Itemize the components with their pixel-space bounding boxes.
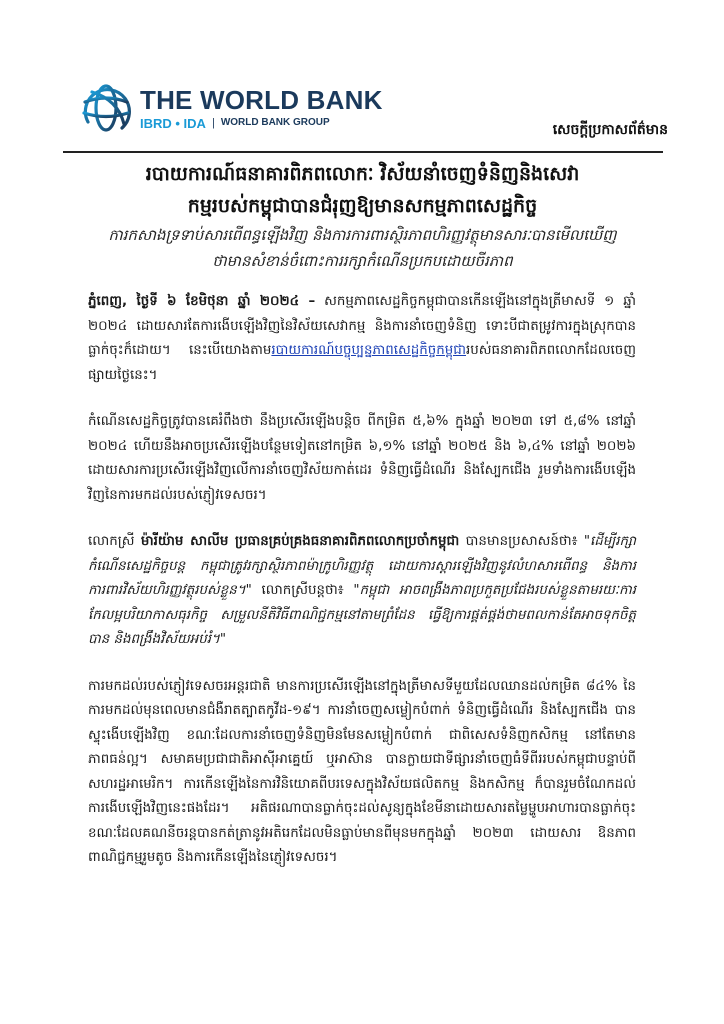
speaker-said: បានមានប្រសាសន៍ថា៖ xyxy=(459,534,584,549)
quote-1: "ដើម្បីរក្សាកំណើនសេដ្ឋកិច្ចបន្ត កម្ពុជាត្រូវរក្សាស្ថិរភាពម៉ាក្រូហិរញ្ញវត្ថុ ដោយការស្តារឡើងវិញនូវលំហសារពើពន្ធ និងការការពារវិស័យហិរញ្ញវត្ថុរបស់ខ្លួន។" xyxy=(88,534,637,598)
article-body xyxy=(88,290,636,893)
paragraph-1 xyxy=(88,290,636,388)
paragraph-2: កំណើនសេដ្ឋកិច្ចត្រូវបានគេរំពឹងថា នឹងប្រសើរឡើងបន្តិច ពីកម្រិត ៥,៦% ក្នុងឆ្នាំ ២០២៣ ទៅ ៥,៨% នៅឆ្នាំ ២០២៤ ហើយនឹងអាចប្រសើរឡើងបន្ថែមទៀតនៅកម្រិត ៦,១% នៅឆ្នាំ ២០២៥ និង ៦,៤% នៅឆ្នាំ ២០២៦ ដោយសារការប្រសើរឡើងវិញលើការនាំចេញវិស័យកាត់ដេរ ទំនិញធ្វើដំណើរ និងស្បែកជើង រួមទាំងការងើបឡើងវិញនៃការមកដល់របស់ភ្ញៀវទេសចរ។ xyxy=(88,414,636,503)
title-line-1: របាយការណ៍ធនាគារពិភពលោកៈ វិស័យនាំចេញទំនិញនិងសេវា xyxy=(145,163,580,185)
page-subtitle xyxy=(80,222,645,274)
world-bank-logo xyxy=(78,80,383,136)
subtitle-line-1: ការកសាងទ្រទាប់សារពើពន្ធឡើងវិញ និងការការពារស្ថិរភាពហិរញ្ញវត្ថុមានសារៈបានមើលឃើញ xyxy=(108,226,617,244)
subtitle-line-2: ថាមានសំខាន់ចំពោះការរក្សាកំណើនប្រកបដោយចីរភាព xyxy=(212,252,513,270)
title-line-2: កម្មរបស់កម្ពុជាបានជំរុញឱ្យមានសកម្មភាពសេដ្ឋកិច្ច xyxy=(187,195,538,217)
logo-title: THE WORLD BANK xyxy=(140,84,383,115)
paragraph-1-text-end: របស់ធនាគារពិភពលោកដែលចេញផ្សាយថ្ងៃនេះ។ xyxy=(88,343,636,383)
speaker-name: ម៉ារីយ៉ាម សាលីម ប្រធានគ្រប់គ្រងធនាគារពិភពលោកប្រចាំកម្ពុជា xyxy=(140,534,460,549)
logo-separator: | xyxy=(211,116,215,129)
world-bank-globe-icon xyxy=(78,80,134,136)
logo-ibrd-ida: IBRD • IDA xyxy=(140,115,206,131)
page-title xyxy=(70,158,655,222)
header-divider xyxy=(63,151,663,153)
speaker-title: លោកស្រី xyxy=(88,534,141,549)
dateline: ភ្នំពេញ, ថ្ងៃទី ៦ ខែមិថុនា ឆ្នាំ ២០២៤ – xyxy=(88,294,316,309)
page-header xyxy=(78,80,668,140)
quote-2: "កម្ពុជា អាចពង្រឹងភាពប្រកួតប្រជែងរបស់ខ្លួនតាមរយៈការកែលម្អបរិយាកាសធុរកិច្ច សម្រួលនីតិវិធីពាណិជ្ជកម្មនៅតាមព្រំដែន ធ្វើឱ្យការផ្គត់ផ្គង់ថាមពលកាន់តែអាចទុកចិត្តបាន និងពង្រឹងវិស័យអប់រំ។" xyxy=(88,583,636,647)
speaker-continued: លោកស្រីបន្តថា៖ xyxy=(251,583,354,598)
paragraph-3 xyxy=(88,530,636,653)
logo-group: WORLD BANK GROUP xyxy=(220,117,330,128)
paragraph-1-text: សកម្មភាពសេដ្ឋកិច្ចកម្ពុជាបានកើនឡើងនៅក្នុងត្រីមាសទី ១ ឆ្នាំ ២០២៤ ដោយសារតែការងើបឡើងវិញនៃវិស័យសេវាកម្ម និងការនាំចេញទំនិញ ទោះបីជាតម្រូវការក្នុងស្រុកបានធ្លាក់ចុះក៏ដោយ។ នេះបើយោងតាម xyxy=(88,294,636,358)
economic-update-report-link[interactable]: របាយការណ៍បច្ចុប្បន្នភាពសេដ្ឋកិច្ចកម្ពុជា xyxy=(271,343,466,358)
paragraph-4: ការមកដល់របស់ភ្ញៀវទេសចរអន្តរជាតិ មានការប្រសើរឡើងនៅក្នុងត្រីមាសទីមួយដែលឈានដល់កម្រិត ៨៤% នៃការមកដល់មុនពេលមានជំងឺរាតត្បាតកូវីដ-១៩។ ការនាំចេញសម្លៀកបំពាក់ ទំនិញធ្វើដំណើរ និងស្បែកជើង បានស្ទុះងើបឡើងវិញ ខណៈដែលការនាំចេញទំនិញមិនមែនសម្លៀកបំពាក់ ជាពិសេសទំនិញកសិកម្ម នៅតែមានភាពធន់ល្អ។ សមាគមប្រជាជាតិអាស៊ីអាគ្នេយ៍ ឬអាស៊ាន បានក្លាយជាទីផ្សារនាំចេញធំទីពីររបស់កម្ពុជាបន្ទាប់ពីសហរដ្ឋអាមេរិក។ ការកើនឡើងនៃការវិនិយោគពីបរទេសក្នុងវិស័យផលិតកម្ម និងកសិកម្ម ក៏បានរួមចំណែកដល់ការងើបឡើងវិញនេះផងដែរ។ អតិផរណាបានធ្លាក់ចុះដល់សូន្យក្នុងខែមីនាដោយសារតម្លៃម្ហូបអាហារបានធ្លាក់ចុះ ខណៈដែលគណនីចរន្តបានកត់ត្រានូវអតិរេកដែលមិនធ្លាប់មានពីមុនមកក្នុងឆ្នាំ ២០២៣ ដោយសារ ឱនភាពពាណិជ្ជកម្មរួមតូច និងការកើនឡើងនៃភ្ញៀវទេសចរ។ xyxy=(88,678,636,865)
press-release-label: សេចក្តីប្រកាសព័ត៌មាន xyxy=(552,122,668,138)
